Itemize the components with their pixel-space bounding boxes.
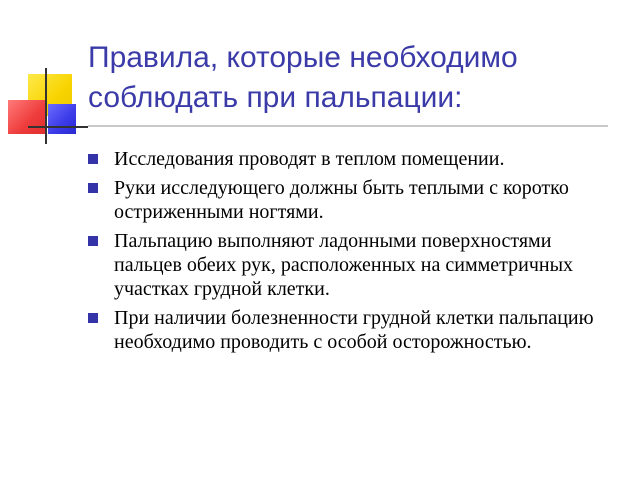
bullet-item — [88, 147, 608, 171]
bullet-text: При наличии болезненности грудной клетки пальпацию необходимо проводить с особой осторожностью. — [114, 307, 594, 353]
decorative-horizontal-line-dark — [28, 126, 88, 128]
decorative-vertical-line — [45, 68, 47, 144]
slide-title: Правила, которые необходимо соблюдать при пальпации: — [88, 41, 518, 114]
square-bullet-icon — [88, 313, 98, 323]
bullet-text: Руки исследующего должны быть теплыми с коротко остриженными ногтями. — [114, 177, 569, 223]
bullet-item — [88, 306, 608, 354]
bullet-item — [88, 176, 608, 224]
square-bullet-icon — [88, 154, 98, 164]
decorative-blue-square — [48, 104, 76, 134]
bullet-item — [88, 229, 608, 301]
square-bullet-icon — [88, 236, 98, 246]
square-bullet-icon — [88, 183, 98, 193]
bullet-list — [88, 147, 608, 359]
decorative-red-square — [8, 100, 46, 134]
bullet-text: Пальпацию выполняют ладонными поверхностями пальцев обеих рук, расположенных на симметричных участках грудной клетки. — [114, 230, 574, 300]
bullet-text: Исследования проводят в теплом помещении. — [114, 148, 505, 170]
title-underline-rule — [88, 125, 608, 127]
